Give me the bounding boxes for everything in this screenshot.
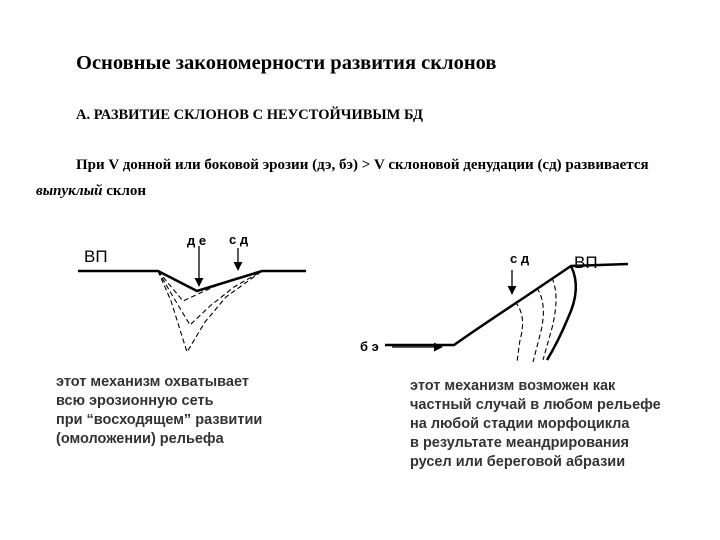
caption-line: частный случай в любом рельефе [410,397,661,413]
original-surface-line [78,271,306,291]
paragraph-text-1: При V донной или боковой эрозии (дэ, бэ) > V склоновой денудации (сд) развивается [76,157,649,173]
right-caption [410,377,661,472]
label-sd-right: с д [510,251,530,266]
caption-line: этот механизм охватывает [56,374,249,390]
paragraph-text-2: склон [102,183,147,199]
label-vp-right: ВП [574,253,598,272]
initial-slope-line [385,264,628,345]
dashed-slope-2 [533,288,543,362]
label-de: д е [187,233,207,248]
dashed-profile-3 [158,271,262,352]
label-be: б э [360,339,379,354]
paragraph-italic-term: выпуклый [36,183,103,199]
left-caption [56,373,262,449]
caption-line: (омоложении) рельефа [56,431,224,447]
section-heading: А. РАЗВИТИЕ СКЛОНОВ С НЕУСТОЙЧИВЫМ БД [76,107,423,123]
label-sd-left: с д [229,232,249,247]
caption-line: всю эрозионную сеть [56,393,214,409]
dashed-slope-1 [515,302,523,362]
caption-line: при “восходящем” развитии [56,412,263,428]
label-vp-left: ВП [84,247,108,266]
convex-slope-profile [360,251,628,362]
caption-line: этот механизм возможен как [410,378,616,394]
caption-line: русел или береговой абразии [410,454,626,470]
caption-line: на любой стадии морфоцикла [410,416,630,432]
valley-cross-section [78,232,306,352]
caption-line: в результате меандрирования [410,435,630,451]
page-title: Основные закономерности развития склонов [76,52,497,74]
